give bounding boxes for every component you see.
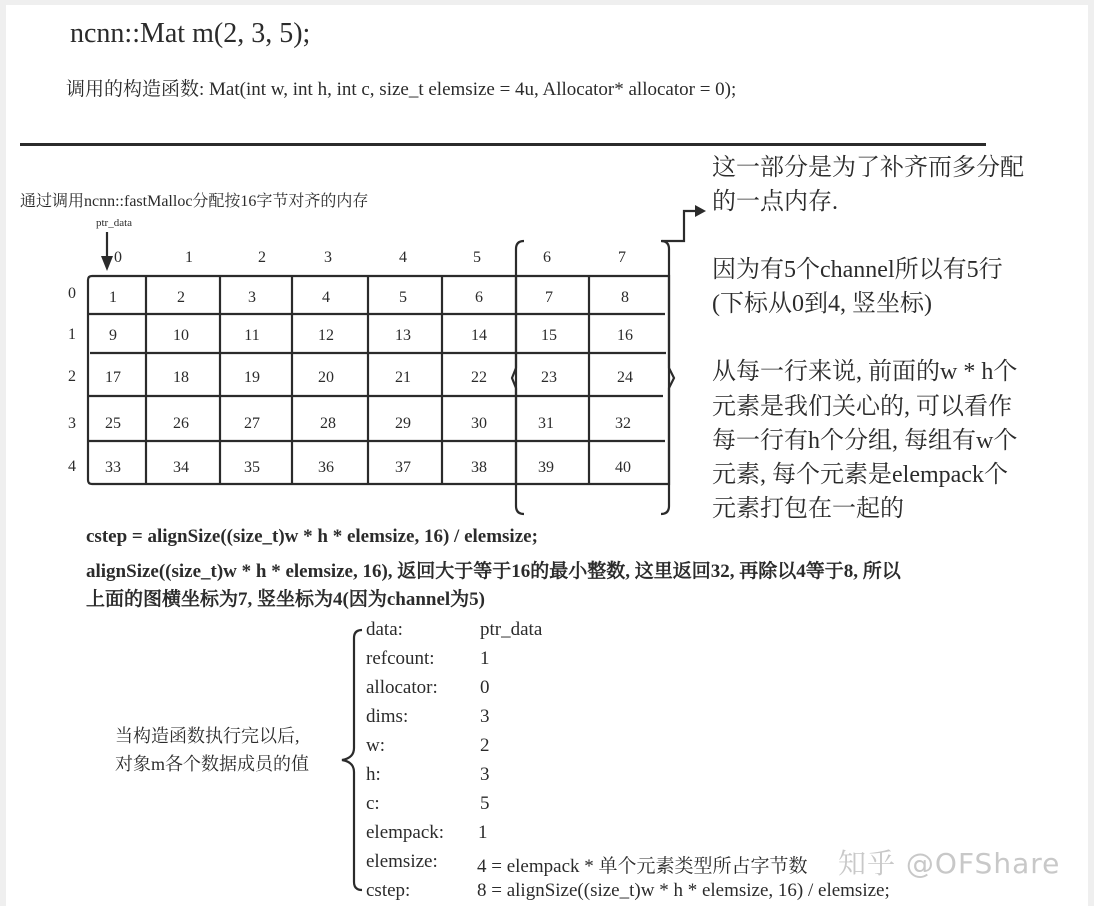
members-caption bbox=[115, 722, 309, 778]
memory-cell: 37 bbox=[395, 459, 411, 476]
col-index: 6 bbox=[543, 249, 551, 266]
memory-cell: 10 bbox=[173, 327, 189, 344]
member-value: 0 bbox=[480, 677, 490, 698]
memory-cell: 16 bbox=[617, 327, 633, 344]
memory-cell: 6 bbox=[475, 289, 483, 306]
memory-cell: 23 bbox=[541, 369, 557, 386]
member-value: 4 = elempack * 单个元素类型所占字节数 bbox=[477, 856, 808, 877]
member-name: refcount: bbox=[366, 648, 435, 669]
memory-cell: 32 bbox=[615, 415, 631, 432]
cstep-explanation: alignSize((size_t)w * h * elemsize, 16), 返回大于等于16的最小整数, 这里返回32, 再除以4等于8, 所以 bbox=[86, 561, 901, 582]
memory-cell: 24 bbox=[617, 369, 633, 386]
row-note-line: 元素打包在一起的 bbox=[712, 496, 904, 522]
memory-cell: 28 bbox=[320, 415, 336, 432]
member-value: 8 = alignSize((size_t)w * h * elemsize, 16) / elemsize; bbox=[477, 880, 890, 901]
memory-cell: 14 bbox=[471, 327, 487, 344]
memory-cell: 15 bbox=[541, 327, 557, 344]
col-index: 0 bbox=[114, 249, 122, 266]
col-index: 2 bbox=[258, 249, 266, 266]
channel-note-line: (下标从0到4, 竖坐标) bbox=[712, 291, 932, 317]
memory-cell: 19 bbox=[244, 369, 260, 386]
memory-cell: 29 bbox=[395, 415, 411, 432]
col-index: 5 bbox=[473, 249, 481, 266]
memory-cell: 40 bbox=[615, 459, 631, 476]
row-note-line: 元素, 每个元素是elempack个 bbox=[712, 462, 1008, 488]
row-note-line: 每一行有h个分组, 每组有w个 bbox=[712, 428, 1018, 454]
memory-cell: 39 bbox=[538, 459, 554, 476]
memory-cell: 8 bbox=[621, 289, 629, 306]
pointer-label: ptr_data bbox=[96, 217, 133, 229]
memory-cell: 34 bbox=[173, 459, 189, 476]
member-name: h: bbox=[366, 764, 381, 785]
col-index: 3 bbox=[324, 249, 332, 266]
member-name: data: bbox=[366, 619, 403, 640]
memory-cell: 1 bbox=[109, 289, 117, 306]
memory-cell: 13 bbox=[395, 327, 411, 344]
member-value: 1 bbox=[478, 822, 488, 843]
member-name: allocator: bbox=[366, 677, 438, 698]
memory-cell: 2 bbox=[177, 289, 185, 306]
row-note-line: 元素是我们关心的, 可以看作 bbox=[712, 394, 1012, 420]
member-value: 3 bbox=[480, 764, 490, 785]
memory-cell: 17 bbox=[105, 369, 121, 386]
memory-cell: 22 bbox=[471, 369, 487, 386]
row-note-line: 从每一行来说, 前面的w * h个 bbox=[712, 359, 1018, 385]
cstep-formula: cstep = alignSize((size_t)w * h * elemsize, 16) / elemsize; bbox=[86, 526, 538, 547]
member-value: 1 bbox=[480, 648, 490, 669]
constructor-signature: 调用的构造函数: Mat(int w, int h, int c, size_t elemsize = 4u, Allocator* allocator = 0); bbox=[66, 79, 737, 100]
memory-cell: 9 bbox=[109, 327, 117, 344]
member-value: ptr_data bbox=[480, 619, 543, 640]
memory-cell: 31 bbox=[538, 415, 554, 432]
memory-cell: 20 bbox=[318, 369, 334, 386]
memory-cell: 12 bbox=[318, 327, 334, 344]
memory-cell: 3 bbox=[248, 289, 256, 306]
member-name: dims: bbox=[366, 706, 409, 727]
memory-cell: 21 bbox=[395, 369, 411, 386]
memory-cell: 33 bbox=[105, 459, 121, 476]
memory-cell: 5 bbox=[399, 289, 407, 306]
memory-cell: 36 bbox=[318, 459, 334, 476]
memory-cell: 27 bbox=[244, 415, 260, 432]
member-name: cstep: bbox=[366, 880, 411, 901]
member-name: w: bbox=[366, 735, 385, 756]
memory-cell: 26 bbox=[173, 415, 189, 432]
memory-cell: 35 bbox=[244, 459, 260, 476]
col-index: 7 bbox=[618, 249, 626, 266]
memory-cell: 11 bbox=[244, 327, 260, 344]
row-index: 1 bbox=[68, 326, 76, 343]
member-name: c: bbox=[366, 793, 380, 814]
row-index: 0 bbox=[68, 285, 76, 302]
watermark: 知乎 @OFShare bbox=[838, 847, 1061, 880]
members-caption-line: 当构造函数执行完以后, bbox=[115, 726, 300, 746]
member-value: 3 bbox=[480, 706, 490, 727]
members-caption-line: 对象m各个数据成员的值 bbox=[115, 754, 309, 774]
member-name: elempack: bbox=[366, 822, 445, 843]
padding-note-line: 这一部分是为了补齐而多分配 bbox=[712, 155, 1024, 181]
memory-cell: 7 bbox=[545, 289, 553, 306]
memory-cell: 38 bbox=[471, 459, 487, 476]
padding-note-line: 的一点内存. bbox=[712, 189, 838, 215]
row-index: 2 bbox=[68, 368, 76, 385]
member-value: 2 bbox=[480, 735, 490, 756]
code-title: ncnn::Mat m(2, 3, 5); bbox=[70, 18, 311, 49]
row-index: 3 bbox=[68, 415, 76, 432]
memory-cell: 30 bbox=[471, 415, 487, 432]
col-index: 4 bbox=[399, 249, 407, 266]
memory-cell: 25 bbox=[105, 415, 121, 432]
alloc-caption: 通过调用ncnn::fastMalloc分配按16字节对齐的内存 bbox=[20, 193, 369, 210]
memory-cell: 18 bbox=[173, 369, 189, 386]
member-name: elemsize: bbox=[366, 851, 438, 872]
row-index: 4 bbox=[68, 458, 76, 475]
channel-note-line: 因为有5个channel所以有5行 bbox=[712, 257, 1003, 283]
member-value: 5 bbox=[480, 793, 490, 814]
memory-cell: 4 bbox=[322, 289, 330, 306]
cstep-explanation: 上面的图横坐标为7, 竖坐标为4(因为channel为5) bbox=[86, 589, 486, 610]
col-index: 1 bbox=[185, 249, 193, 266]
